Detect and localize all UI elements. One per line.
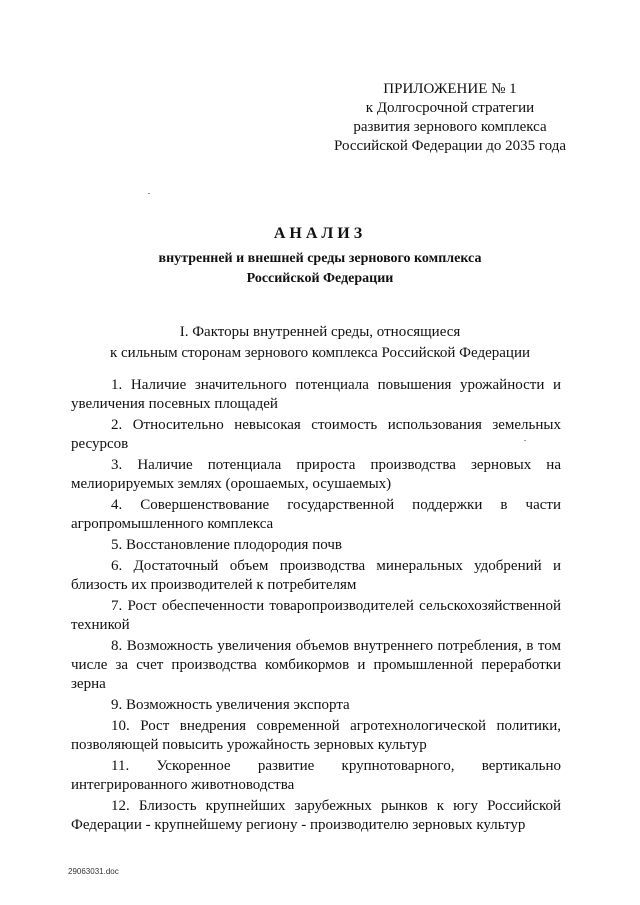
section-heading-line: I. Факторы внутренней среды, относящиеся xyxy=(179,324,461,340)
section-heading xyxy=(0,322,640,364)
list-item: 5. Восстановление плодородия почв xyxy=(111,537,342,553)
appendix-block xyxy=(300,80,600,156)
list-item: 9. Возможность увеличения экспорта xyxy=(111,697,350,713)
factor-list xyxy=(71,376,561,835)
scan-speck xyxy=(148,193,150,194)
subtitle-line: Российской Федерации xyxy=(246,271,394,286)
list-item: 4. Совершенствование государственной поддержки в части агропромышленного комплекса xyxy=(71,497,561,532)
file-name-footer: 29063031.doc xyxy=(68,867,119,876)
list-item: 3. Наличие потенциала прироста производства зерновых на мелиорируемых землях (орошаемых, осушаемых) xyxy=(71,457,561,492)
list-item: 7. Рост обеспеченности товаропроизводителей сельскохозяйственной техникой xyxy=(71,598,561,633)
list-item: 11. Ускоренное развитие крупнотоварного, вертикально интегрированного животноводства xyxy=(71,758,561,793)
document-title: АНАЛИЗ xyxy=(273,225,367,242)
subtitle-line: внутренней и внешней среды зернового комплекса xyxy=(158,251,482,266)
appendix-line: Российской Федерации до 2035 года xyxy=(333,138,567,154)
list-item: 2. Относительно невысокая стоимость использования земельных ресурсов xyxy=(71,417,561,452)
document-subtitle xyxy=(0,249,640,289)
appendix-line: к Долгосрочной стратегии xyxy=(365,100,535,116)
list-item: 12. Близость крупнейших зарубежных рынков к югу Российской Федерации - крупнейшему региону - производителю зерновых культур xyxy=(71,798,561,833)
list-item: 6. Достаточный объем производства минеральных удобрений и близость их производителей к потребителям xyxy=(71,558,561,593)
list-item: 10. Рост внедрения современной агротехнологической политики, позволяющей повысить урожайность зерновых культур xyxy=(71,718,561,753)
list-item: 8. Возможность увеличения объемов внутреннего потребления, в том числе за счет производства комбикормов и промышленной переработки зерна xyxy=(71,638,561,692)
appendix-title: ПРИЛОЖЕНИЕ № 1 xyxy=(383,81,517,97)
list-item: 1. Наличие значительного потенциала повышения урожайности и увеличения посевных площадей xyxy=(71,377,561,412)
appendix-line: развития зернового комплекса xyxy=(353,119,547,135)
section-heading-line: к сильным сторонам зернового комплекса Российской Федерации xyxy=(109,345,531,361)
